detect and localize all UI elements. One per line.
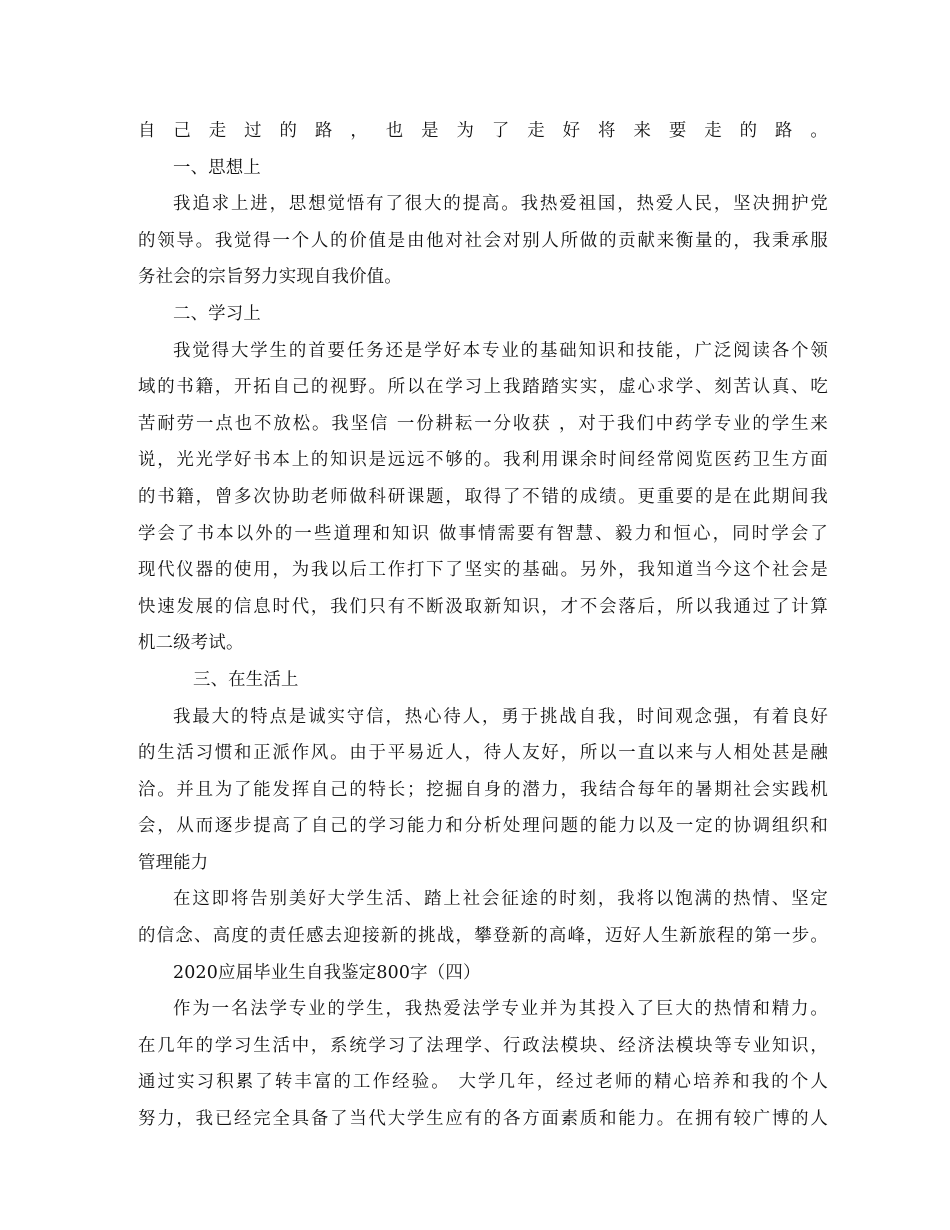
text-line: 我最大的特点是诚实守信，热心待人，勇于挑战自我，时间观念强，有着良好 [173,706,828,727]
section-heading: 三、在生活上 [193,669,299,690]
text-line: 在这即将告别美好大学生活、踏上社会征途的时刻，我将以饱满的热情、坚定 [173,889,828,910]
text-line: 会，从而逐步提高了自己的学习能力和分析处理问题的能力以及一定的协调组织和 [138,816,828,837]
text-line: 洽。并且为了能发挥自己的特长；挖掘自身的潜力，我结合每年的暑期社会实践机 [138,779,828,800]
text-line: 的领导。我觉得一个人的价值是由他对社会对别人所做的贡献来衡量的，我秉承服 [138,230,828,251]
document-body [138,113,828,1138]
text-line: 自己走过的路，也是为了走好将来要走的路。 [138,121,828,141]
text-line: 作为一名法学专业的学生，我热爱法学专业并为其投入了巨大的热情和精力。 [173,999,828,1020]
text-line: 的信念、高度的责任感去迎接新的挑战，攀登新的高峰，迈好人生新旅程的第一步。 [138,926,828,947]
text-line: 快速发展的信息时代，我们只有不断汲取新知识，才不会落后，所以我通过了计算 [138,596,828,617]
text-line: 我觉得大学生的首要任务还是学好本专业的基础知识和技能，广泛阅读各个领 [173,340,828,361]
text-line: 域的书籍，开拓自己的视野。所以在学习上我踏踏实实，虚心求学、刻苦认真、吃 [138,377,828,398]
text-line: 学会了书本以外的一些道理和知识 做事情需要有智慧、毅力和恒心，同时学会了 [138,523,828,544]
section-heading: 二、学习上 [173,303,261,324]
text-line: 说，光光学好书本上的知识是远远不够的。我利用课余时间经常阅览医药卫生方面 [138,450,828,471]
text-line: 苦耐劳一点也不放松。我坚信 一份耕耘一分收获 ，对于我们中药学专业的学生来 [138,413,828,434]
text-line: 机二级考试。 [138,633,244,654]
text-line: 管理能力 [138,852,209,873]
text-line: 努力，我已经完全具备了当代大学生应有的各方面素质和能力。在拥有较广博的人 [138,1109,828,1130]
text-line: 在几年的学习生活中，系统学习了法理学、行政法模块、经济法模块等专业知识， [138,1035,828,1056]
text-line: 通过实习积累了转丰富的工作经验。 大学几年，经过老师的精心培养和我的个人 [138,1072,828,1093]
text-line: 务社会的宗旨努力实现自我价值。 [138,267,402,288]
section-heading: 一、思想上 [173,157,261,178]
text-line: 的生活习惯和正派作风。由于平易近人，待人友好，所以一直以来与人相处甚是融 [138,743,828,764]
text-line: 现代仪器的使用，为我以后工作打下了坚实的基础。另外，我知道当今这个社会是 [138,560,828,581]
section-heading: 2020应届毕业生自我鉴定800字（四） [173,962,481,983]
text-line: 我追求上进，思想觉悟有了很大的提高。我热爱祖国，热爱人民，坚决拥护党 [173,194,828,215]
text-line: 的书籍，曾多次协助老师做科研课题，取得了不错的成绩。更重要的是在此期间我 [138,486,828,507]
